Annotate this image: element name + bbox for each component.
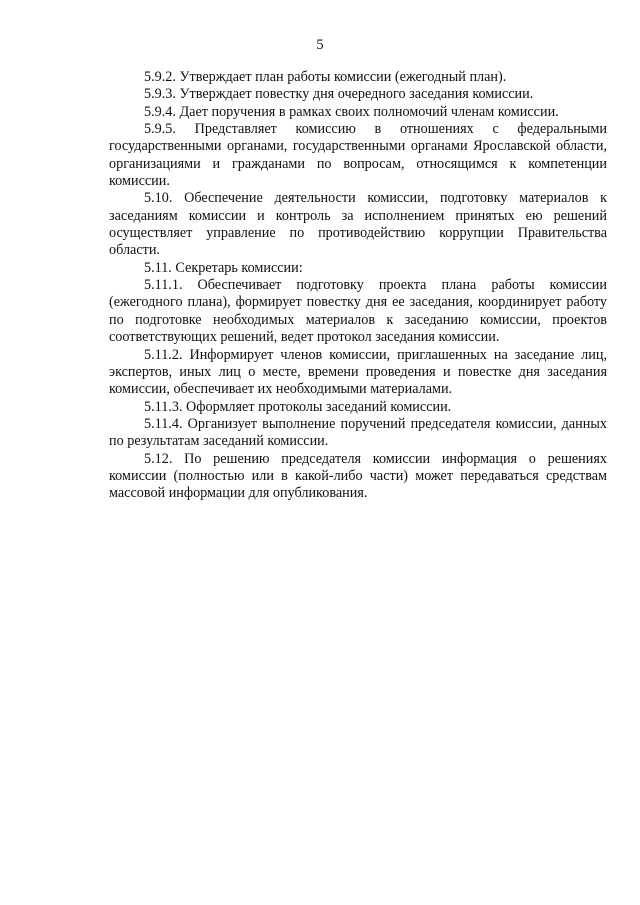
paragraph-5-9-5: 5.9.5. Представляет комиссию в отношениях с федеральными государственными органами, государственными органами Ярославской области, организациями и гражданами по вопросам, относящимся к компетенции комиссии. bbox=[109, 121, 607, 190]
paragraph-5-11-4: 5.11.4. Организует выполнение поручений председателя комиссии, данных по результатам заседаний комиссии. bbox=[109, 415, 607, 450]
paragraph-5-10: 5.10. Обеспечение деятельности комиссии, подготовку материалов к заседаниям комиссии и контроль за исполнением принятых ею решений осуществляет управление по противодействию коррупции Правительства области. bbox=[109, 190, 607, 259]
paragraph-5-11-1: 5.11.1. Обеспечивает подготовку проекта плана работы комиссии (ежегодного плана), формирует повестку дня ее заседания, координирует работу по подготовке необходимых материалов к заседанию комиссии, проектов соответствующих решений, ведет протокол заседания комиссии. bbox=[109, 277, 607, 346]
paragraph-5-11: 5.11. Секретарь комиссии: bbox=[144, 259, 303, 276]
document-body bbox=[109, 69, 607, 503]
paragraph-5-11-3: 5.11.3. Оформляет протоколы заседаний комиссии. bbox=[144, 398, 452, 415]
paragraph-5-9-4: 5.9.4. Дает поручения в рамках своих полномочий членам комиссии. bbox=[144, 103, 559, 120]
paragraph-5-11-2: 5.11.2. Информирует членов комиссии, приглашенных на заседание лиц, экспертов, иных лиц о месте, времени проведения и повестке дня заседания комиссии, обеспечивает их необходимыми материалами. bbox=[109, 346, 607, 398]
page-number: 5 bbox=[316, 37, 324, 53]
paragraph-5-12: 5.12. По решению председателя комиссии информация о решениях комиссии (полностью или в какой-либо части) может передаваться средствам массовой информации для опубликования. bbox=[109, 450, 607, 502]
paragraph-5-9-2: 5.9.2. Утверждает план работы комиссии (ежегодный план). bbox=[144, 69, 507, 85]
paragraph-5-9-3: 5.9.3. Утверждает повестку дня очередного заседания комиссии. bbox=[144, 86, 534, 103]
